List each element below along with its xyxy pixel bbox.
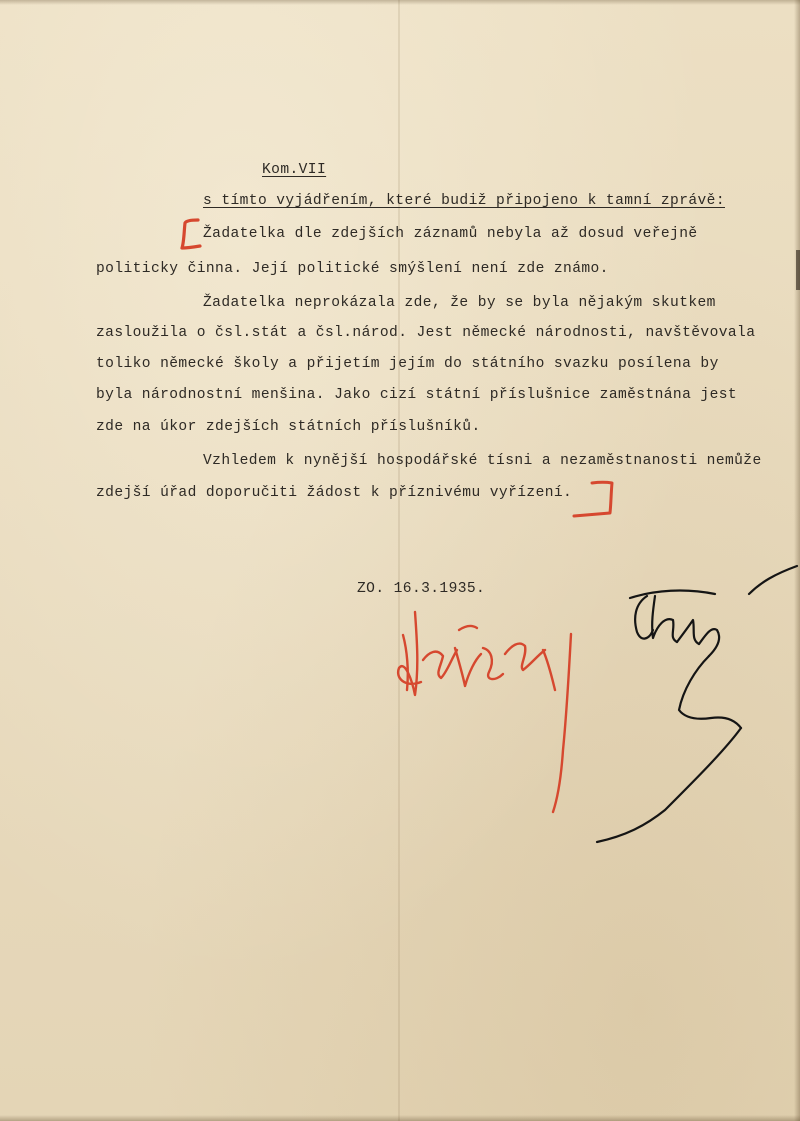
paragraph-1-line-1: Žadatelka dle zdejších záznamů nebyla až dosud veřejně — [203, 226, 698, 242]
date-line: ZO. 16.3.1935. — [357, 581, 486, 597]
paper-fold — [398, 0, 400, 1121]
paragraph-2-line-4: byla národnostní menšina. Jako cizí státní příslušnice zaměstnána jest — [96, 387, 738, 403]
paper-edge-bottom — [0, 1115, 800, 1121]
paragraph-2-line-3: toliko německé školy a přijetím jejím do státního svazku posílena by — [96, 356, 719, 372]
paper-edge-top — [0, 0, 800, 5]
paragraph-2-line-2: zasloužila o čsl.stát a čsl.národ. Jest německé národnosti, navštěvovala — [96, 325, 756, 341]
black-ink-signature — [575, 560, 800, 850]
red-closing-bracket — [570, 476, 620, 522]
intro-line: s tímto vyjádřením, které budiž připojeno k tamní zprávě: — [203, 193, 725, 209]
paragraph-2-line-1: Žadatelka neprokázala zde, že by se byla nějakým skutkem — [203, 295, 716, 311]
reference-heading: Kom.VII — [262, 162, 327, 178]
paper-edge-mark — [796, 250, 800, 290]
paragraph-2-line-5: zde na úkor zdejších státních příslušníků. — [96, 419, 481, 435]
paragraph-3-line-1: Vzhledem k nynější hospodářské tísni a nezaměstnanosti nemůže — [203, 453, 762, 469]
red-opening-bracket — [176, 214, 206, 258]
paragraph-1-line-2: politicky činna. Její politické smýšlení není zde známo. — [96, 261, 609, 277]
paragraph-3-line-2: zdejší úřad doporučiti žádost k příznivému vyřízení. — [96, 485, 573, 501]
red-pencil-signature — [385, 590, 595, 830]
